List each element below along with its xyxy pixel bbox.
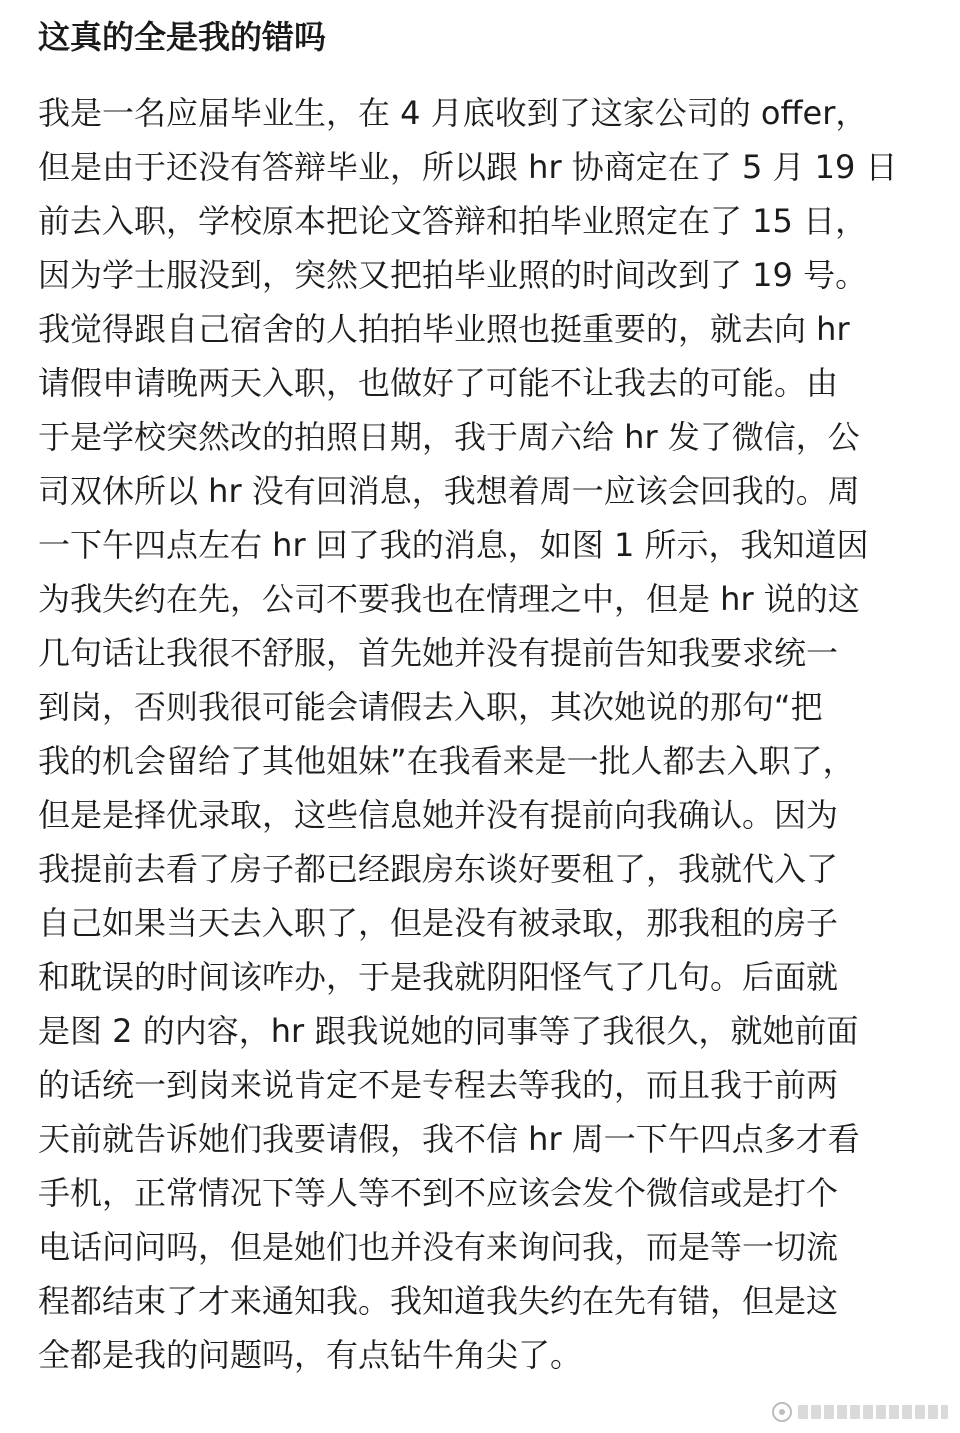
body-line: 几句话让我很不舒服，首先她并没有提前告知我要求统一 xyxy=(38,634,839,672)
body-line: 自己如果当天去入职了，但是没有被录取，那我租的房子 xyxy=(38,904,839,942)
body-line: 我的机会留给了其他姐妹”在我看来是一批人都去入职了， xyxy=(38,742,855,780)
post xyxy=(38,0,918,1382)
body-line: 但是由于还没有答辩毕业，所以跟 hr 协商定在了 5 月 19 日 xyxy=(38,148,898,186)
watermark xyxy=(772,1399,948,1425)
body-line: 天前就告诉她们我要请假，我不信 hr 周一下午四点多才看 xyxy=(38,1120,860,1158)
body-line: 全都是我的问题吗，有点钻牛角尖了。 xyxy=(38,1336,583,1374)
weibo-logo-icon xyxy=(772,1402,792,1422)
body-line: 请假申请晚两天入职，也做好了可能不让我去的可能。由 xyxy=(38,364,839,402)
body-line: 我是一名应届毕业生，在 4 月底收到了这家公司的 offer， xyxy=(38,94,868,132)
body-line: 司双休所以 hr 没有回消息，我想着周一应该会回我的。周 xyxy=(38,472,860,510)
body-line: 是图 2 的内容，hr 跟我说她的同事等了我很久，就她前面 xyxy=(38,1012,859,1050)
watermark-text xyxy=(798,1405,948,1419)
body-line: 为我失约在先，公司不要我也在情理之中，但是 hr 说的这 xyxy=(38,580,860,618)
post-body xyxy=(38,86,918,1382)
body-line: 程都结束了才来通知我。我知道我失约在先有错，但是这 xyxy=(38,1282,839,1320)
body-line: 因为学士服没到，突然又把拍毕业照的时间改到了 19 号。 xyxy=(38,256,868,294)
body-line: 于是学校突然改的拍照日期，我于周六给 hr 发了微信，公 xyxy=(38,418,860,456)
body-line: 的话统一到岗来说肯定不是专程去等我的，而且我于前两 xyxy=(38,1066,839,1104)
body-line: 但是是择优录取，这些信息她并没有提前向我确认。因为 xyxy=(38,796,839,834)
body-line: 我觉得跟自己宿舍的人拍拍毕业照也挺重要的，就去向 hr xyxy=(38,310,850,348)
body-line: 一下午四点左右 hr 回了我的消息，如图 1 所示，我知道因 xyxy=(38,526,869,564)
body-line: 电话问问吗，但是她们也并没有来询问我，而是等一切流 xyxy=(38,1228,839,1266)
post-title: 这真的全是我的错吗 xyxy=(38,18,327,56)
body-line: 到岗，否则我很可能会请假去入职，其次她说的那句“把 xyxy=(38,688,823,726)
body-line: 和耽误的时间该咋办，于是我就阴阳怪气了几句。后面就 xyxy=(38,958,839,996)
body-line: 前去入职，学校原本把论文答辩和拍毕业照定在了 15 日， xyxy=(38,202,868,240)
body-line: 我提前去看了房子都已经跟房东谈好要租了，我就代入了 xyxy=(38,850,839,888)
body-line: 手机，正常情况下等人等不到不应该会发个微信或是打个 xyxy=(38,1174,839,1212)
